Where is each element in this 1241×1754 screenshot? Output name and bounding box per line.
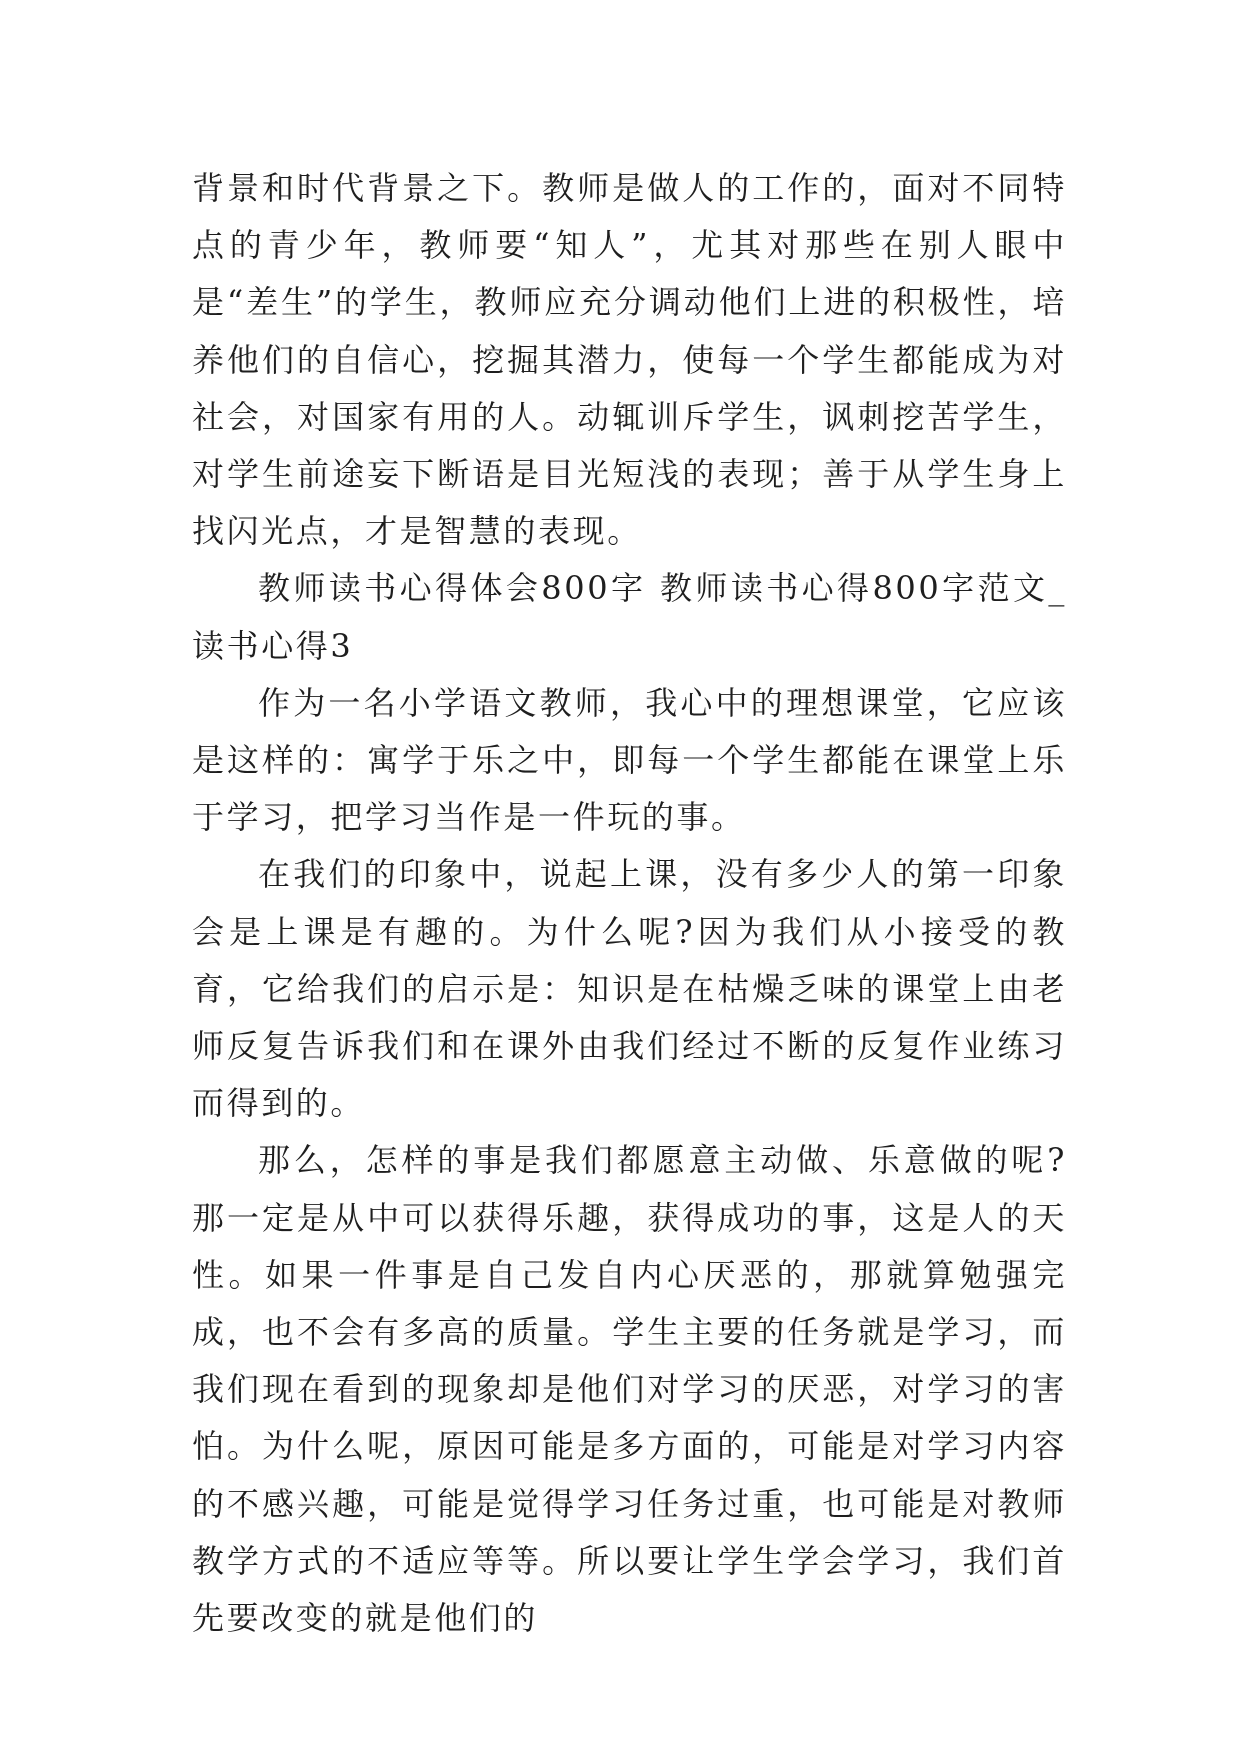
paragraph-4: 在我们的印象中，说起上课，没有多少人的第一印象会是上课是有趣的。为什么呢?因为我们从小接受的教育，它给我们的启示是：知识是在枯燥乏味的课堂上由老师反复告诉我们和在课外由我们经过不断的反复作业练习而得到的。 (192, 855, 1067, 1123)
paragraph-5: 那么，怎样的事是我们都愿意主动做、乐意做的呢?那一定是从中可以获得乐趣，获得成功的事，这是人的天性。如果一件事是自己发自内心厌恶的，那就算勉强完成，也不会有多高的质量。学生主要的任务就是学习，而我们现在看到的现象却是他们对学习的厌恶，对学习的害怕。为什么呢，原因可能是多方面的，可能是对学习内容的不感兴趣，可能是觉得学习任务过重，也可能是对教师教学方式的不适应等等。所以要让学生学会学习，我们首先要改变的就是他们的 (192, 1141, 1067, 1638)
paragraph-1: 背景和时代背景之下。教师是做人的工作的，面对不同特点的青少年，教师要“知人”，尤其对那些在别人眼中是“差生”的学生，教师应充分调动他们上进的积极性，培养他们的自信心，挖掘其潜力，使每一个学生都能成为对社会，对国家有用的人。动辄训斥学生，讽刺挖苦学生，对学生前途妄下断语是目光短浅的表现；善于从学生身上找闪光点，才是智慧的表现。 (192, 169, 1067, 551)
paragraph-heading-title: 教师读书心得体会800字 教师读书心得800字范文_读书心得3 (192, 569, 1067, 665)
document-body (192, 160, 1067, 1647)
paragraph-3: 作为一名小学语文教师，我心中的理想课堂，它应该是这样的：寓学于乐之中，即每一个学生都能在课堂上乐于学习，把学习当作是一件玩的事。 (192, 683, 1067, 837)
